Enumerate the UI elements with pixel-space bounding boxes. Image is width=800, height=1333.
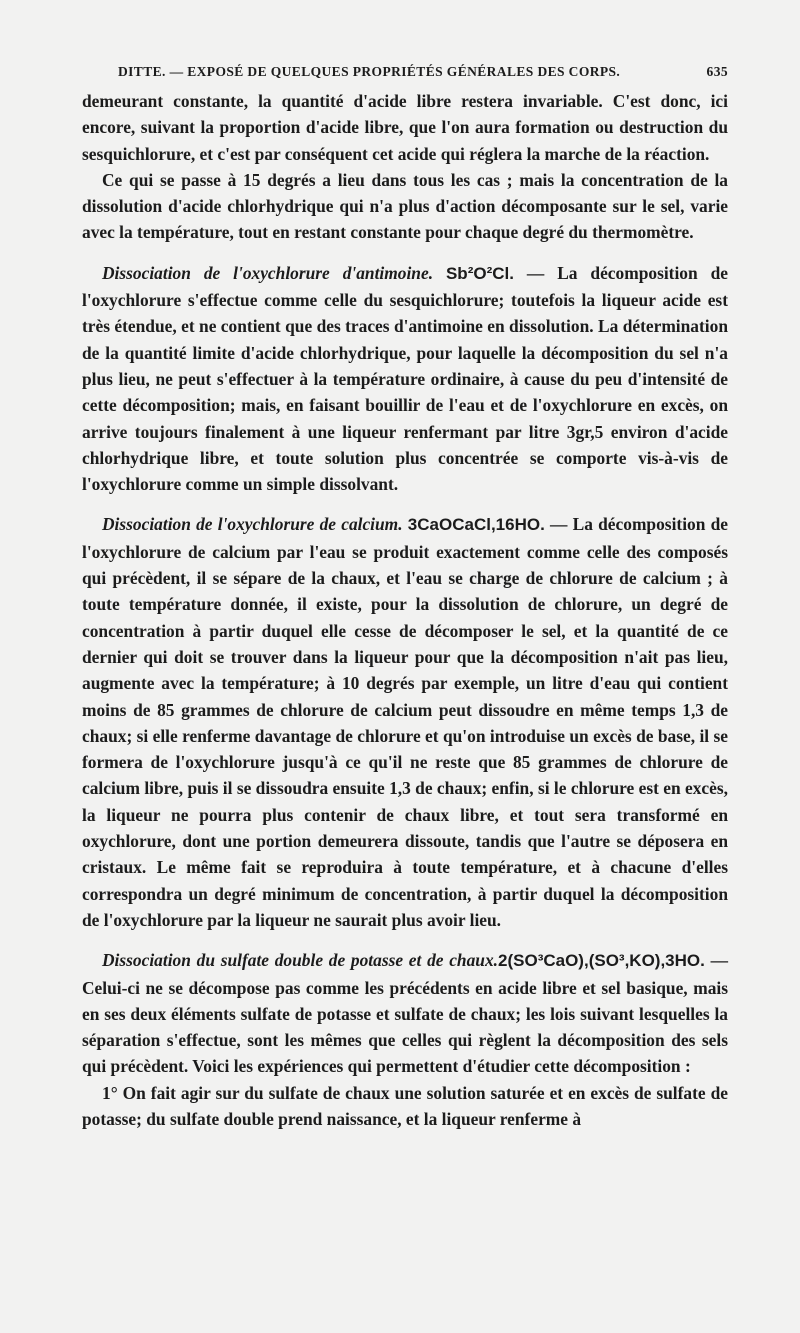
running-head-title: DITTE. — EXPOSÉ DE QUELQUES PROPRIÉTÉS GÉNÉRALES DES CORPS. [118,64,621,79]
text-antimoine: — La décomposition de l'oxychlorure s'effectue comme celle du sesquichlorure; toutefois la liqueur acide est très étendue, et ne contient que des traces d'antimoine en dissolution. La détermination de la quantité limite d'acide chlorhydrique, pour laquelle la décomposition du sel n'a plus lieu, ne peut s'effectuer à la température ordinaire, à cause du peu d'intensité de cette décomposition; mais, en faisant bouillir de l'eau et de l'oxychlorure en excès, on arrive toujours finalement à une liqueur renfermant par litre 3gr,5 environ d'acide chlorhydrique libre, et toute solution plus concentrée se comporte vis-à-vis de l'oxychlorure comme un simple dissolvant. [82,262,728,495]
running-head [82,58,728,82]
formula-antimoine: Sb²O²Cl. [445,263,514,283]
paragraph-1: demeurant constante, la quantité d'acide libre restera invariable. C'est donc, ici encore, suivant la proportion d'acide libre, que l'on aura formation ou destruction du sesquichlorure, et c'est par conséquent cet acide qui réglera la marche de la réaction. [82,91,728,164]
section-title-calcium: Dissociation de l'oxychlorure de calcium. [102,514,403,535]
page-number: 635 [706,64,728,79]
paragraph-experience-1: 1° On fait agir sur du sulfate de chaux une solution saturée et en excès de sulfate de potasse; du sulfate double prend naissance, et la liqueur renferme à [82,1082,728,1129]
section-title-sulfate-double: Dissociation du sulfate double de potasse et de chaux. [102,950,499,971]
paragraph-calcium [82,511,728,933]
formula-calcium: 3CaOCaCl,16HO. [407,515,545,535]
paragraph-antimoine [82,260,728,498]
body-text [82,88,728,1132]
text-sulfate-double: — Celui-ci ne se décompose pas comme les précédents en acide libre et sel basique, mais en ses deux éléments sulfate de potasse et sulfate de chaux; les lois suivant lesquelles la séparation s'effectue, sont les mêmes que celles qui règlent la décomposition des sels qui précèdent. Voici les expériences qui permettent d'étudier cette décomposition : [82,950,728,1077]
section-title-antimoine: Dissociation de l'oxychlorure d'antimoine. [102,262,434,283]
text-calcium: — La décomposition de l'oxychlorure de calcium par l'eau se produit exactement comme celle des composés qui précèdent, il se sépare de la chaux, et l'eau se charge de chlorure de calcium ; à toute température donnée, il existe, pour la dissolution de chlorure, un degré de concentration à partir duquel elle cesse de décomposer le sel, et la quantité de ce dernier qui doit se trouver dans la liqueur pour que la décomposition n'ait pas lieu, augmente avec la température; à 10 degrés par exemple, un litre d'eau qui contient moins de 85 grammes de chlorure de calcium peut dissoudre en même temps 1,3 de chaux; si elle renferme davantage de chlorure et qu'on introduise un excès de base, il se formera de l'oxychlorure jusqu'à ce qu'il ne reste que 85 grammes de chlorure de calcium libre, puis il se dissoudra ensuite 1,3 de chaux; enfin, si le chlorure est en excès, la liqueur ne pourra plus contenir de chaux libre, et tout sera transformé en oxychlorure, dont une portion demeurera dissoute, tandis que l'autre se déposera en cristaux. Le même fait se reproduira à toute température, et à chacune d'elles correspondra un degré minimum de concentration, à partir duquel la décomposition de l'oxychlorure par la liqueur ne saurait plus avoir lieu. [82,514,728,930]
paragraph-sulfate-double [82,947,728,1079]
formula-sulfate-double: 2(SO³CaO),(SO³,KO),3HO. [498,951,705,971]
paragraph-2: Ce qui se passe à 15 degrés a lieu dans tous les cas ; mais la concentration de la dissolution d'acide chlorhydrique qui n'a plus d'action décomposante sur le sel, varie avec la température, tout en restant constante pour chaque degré du thermomètre. [82,169,728,243]
